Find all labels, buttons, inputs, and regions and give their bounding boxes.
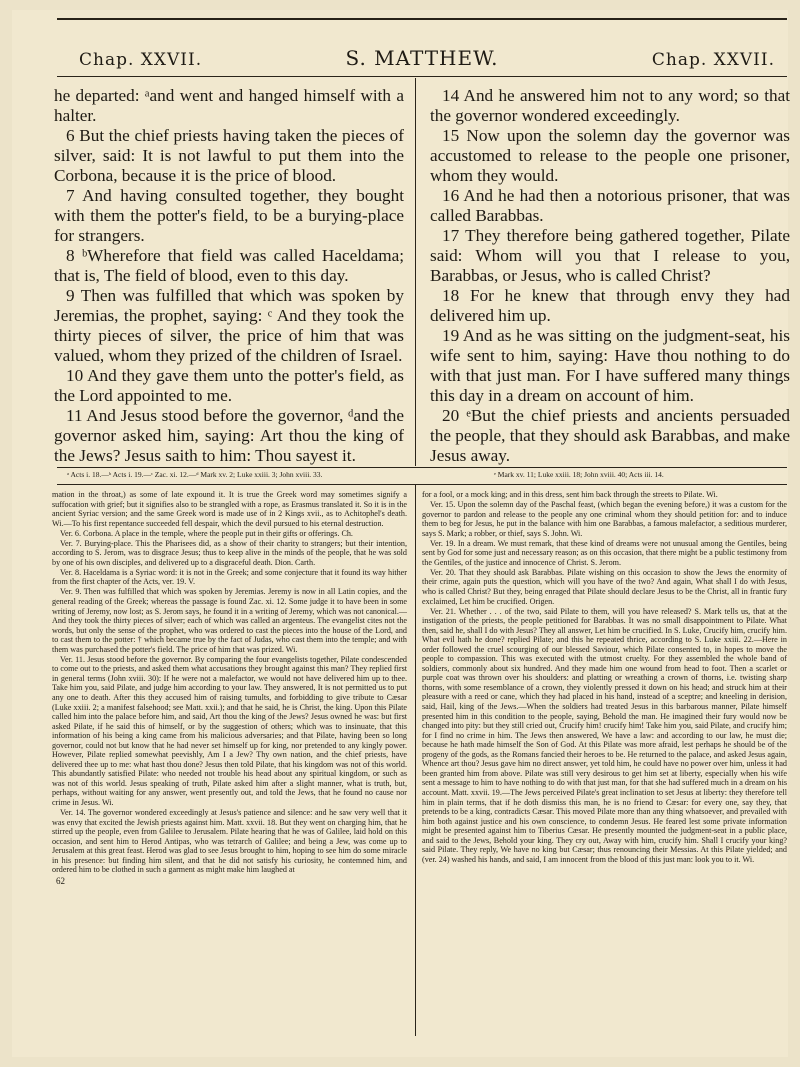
verse: 20 ᵉBut the chief priests and ancients persuaded the people, that they should ask Barabbas, and make Jesus away. bbox=[430, 406, 790, 465]
verse: 8 ᵇWherefore that field was called Haceldama; that is, The field of blood, even to this day. bbox=[54, 246, 404, 285]
scripture-column-right bbox=[430, 86, 790, 466]
chapter-heading-left: Chap. XXVII. bbox=[79, 50, 203, 70]
verse: 6 But the chief priests having taken the pieces of silver, said: It is not lawful to put them into the Corbona, because it is the price of blood. bbox=[54, 126, 404, 185]
verse: 14 And he answered him not to any word; so that the governor wondered exceedingly. bbox=[430, 86, 790, 125]
running-header bbox=[57, 18, 787, 78]
verse: 15 Now upon the solemn day the governor was accustomed to release to the people one prisoner, whom they would. bbox=[430, 126, 790, 185]
commentary-note: Ver. 11. Jesus stood before the governor. By comparing the four evangelists together, Pilate condescended to come out to the priests, and asked them what accusations they brought against this man? They replied first in general terms (John xviii. 30): If he were not a malefactor, we would not have delivered him up to thee. Take him you, said Pilate, and judge him according to your law. They answered, It is not permitted us to put any one to death. After this they accused him of raising tumults, and forbidding to give tribute to Cæsar (Luke xxiii. 2; a manifest falsehood; see Matt. xxii.); and that he said, he is Christ, the king. Upon this Pilate called him into the palace before him, and said, Art thou the king of the Jews? Jesus owned he was: but first asked Pilate, if he said this of himself, or by the suggestion of others; which was to insinuate, that this information of his being a king came from his malicious adversaries; and that Pilate, having been so long governor, could not but know that he had never set himself up for king, nor pretended to any kingly power. However, Pilate replied somewhat peevishly, Am I a Jew? Thy own nation, and the chief priests, have delivered thee up to me: what hast thou done? Jesus then told Pilate, that his kingdom was not of this world. This abundantly satisfied Pilate: who needed not trouble his head about any spiritual kingdom, or such as was not of this world. Jesus speaking of truth, Pilate asked him after a slight manner, what is truth, but, perhaps, without waiting for any answer, went presently out, and told the Jews, that he found no cause nor crime in Jesus. Wi. bbox=[52, 654, 407, 807]
verse: 9 Then was fulfilled that which was spoken by Jeremias, the prophet, saying: ᶜ And they took the thirty pieces of silver, the price of him that was valued, whom they prized of the children of Israel. bbox=[54, 286, 404, 365]
commentary-note: Ver. 7. Burying-place. This the Pharisees did, as a show of their charity to strangers; but their intention, according to S. Jerom, was to disgrace Jesus; thus to keep alive in the minds of the people, that he was sold by one of his own disciples, and delivered up to a disgraceful death. Dion. Carth. bbox=[52, 538, 407, 567]
verse: 10 And they gave them unto the potter's field, as the Lord appointed to me. bbox=[54, 366, 404, 405]
commentary-note: Ver. 20. That they should ask Barabbas. Pilate wishing on this occasion to show the Jews the enormity of their crime, again puts the question, which will you have of the two? And again, What shall I do with Jesus, who is called Christ? But they, being enraged that Pilate should declare Jesus to be the Christ, all in frantic fury exclaimed, Let him be crucified. Origen. bbox=[422, 567, 787, 606]
column-divider bbox=[415, 78, 416, 466]
commentary-note: Ver. 14. The governor wondered exceedingly at Jesus's patience and silence: and he saw very well that it was envy that excited the Jewish priests against him. Matt. xxvii. 18. But they went on charging him, that he stirred up the people, even from Galilee to Jerusalem. Pilate hearing that he was of Galilee, laid hold on this occasion, and sent him to Herod Antipas, who was tetrarch of Galilee; and being a Jew, was come up to Jerusalem at this great feast. Herod was glad to see Jesus brought to him, hoping to see him do some miracle in his presence: but finding him silent, and that he did not satisfy his curiosity, he contemned him, and ordered him to be clothed in such a garment as might make him laughed at bbox=[52, 808, 407, 875]
commentary-divider bbox=[415, 484, 416, 1036]
commentary-rule bbox=[57, 484, 787, 485]
commentary-column-left bbox=[52, 490, 407, 1038]
verse: 17 They therefore being gathered together, Pilate said: Whom will you that I release to you, Barabbas, or Jesus, who is called Christ? bbox=[430, 226, 790, 285]
book-title: S. MATTHEW. bbox=[345, 46, 499, 70]
chapter-heading-right: Chap. XXVII. bbox=[651, 50, 775, 70]
commentary-note: Ver. 15. Upon the solemn day of the Paschal feast, (which began the evening before,) it was a custom for the governor to pardon and release to the people any one criminal whom they should petition for: and to induce them to beg for Jesus, he put in the balance with him one Barabbas, a famous malefactor, a seditious murderer, says S. Mark; a robber, or thief, says S. John. Wi. bbox=[422, 500, 787, 538]
cross-references-left: ᵃ Acts i. 18.—ᵇ Acts i. 19.—ᶜ Zac. xi. 12.—ᵈ Mark xv. 2; Luke xxiii. 3; John xviii. 33. bbox=[67, 470, 323, 479]
commentary-note: Ver. 19. In a dream. We must remark, that these kind of dreams were not unusual among the Gentiles, being sent by God for some just and necessary reason; as on this occasion, that there might be a public testimony from the Gentiles, of the justice and innocence of Christ. S. Jerom. bbox=[422, 538, 787, 567]
commentary-note: mation in the throat,) as some of late expound it. It is true the Greek word may sometimes signify a suffocation with grief; but it signifies also to be strangled with a rope, as Erasmus translated it. So it is in the ancient Syriac version; and the same Greek word is made use of in 2 Kings xvii., as to Achitophel's death. Wi.—To his first repentance succeeded fell despair, which the devil pursued to his eternal destruction. bbox=[52, 490, 407, 528]
cross-references-right: ᵉ Mark xv. 11; Luke xxiii. 18; John xviii. 40; Acts iii. 14. bbox=[494, 470, 664, 479]
footnote-rule bbox=[57, 467, 787, 468]
commentary-note: Ver. 21. Whether . . . of the two, said Pilate to them, will you have released? S. Mark tells us, that at the instigation of the priests, the people petitioned for Barabbas. It was no small disappointment to Pilate. What then, said he, shall I do with Jesus? They all answer, Let him be crucified. In S. Luke, Crucify him, crucify him. What evil hath he done? replied Pilate; and this he repeated thrice, according to S. Luke xxiii. 22.—Here in order followed the cruel scourging of our blessed Saviour, which Pilate consented to, in hopes to move the people to compassion. This was executed with the utmost cruelty. For they assembled the whole band of soldiers, commonly about six hundred. And they made him one wound from head to foot. Then a scarlet or purple coat was thrown over his shoulders: and platting or wreathing a crown of thorns, i.e. twisting sharp thorns, with some resemblance of a crown, they violently pressed it down on his head; and struck him at their pleasure with a reed or cane, which they had placed in his hand, instead of a sceptre; and kneeling in derision, said, Hail, king of the Jews.—When the soldiers had treated Jesus in this barbarous manner, Pilate himself presented him in this condition to the people, saying, Behold the man. He imagined their fury would now be changed into pity: but they still cried out, Crucify him! crucify him! Take him you, said Pilate, and crucify him; for I find no crime in him. The Jews then answered, We have a law: and according to our law, he must die; because he hath made himself the Son of God. At this Pilate was more afraid, lest perhaps he should be of the progeny of the gods, as the Romans fancied their heroes to be. He returned to the palace, and asked Jesus again, Whence art thou? Jesus gave him no direct answer, yet told him, he could have no power over him, unless it had been granted him from above. Pilate was still very desirous to get him set at liberty, especially when his wife sent a message to him to have nothing to do with that just man, for that she had suffered much in a dream on his account. Matt. xxvii. 19.—The Jews perceived Pilate's great inclination to set Jesus at liberty: they therefore tell him in plain terms, that if he doth dismiss this man, he is no friend to Cæsar: for every one, say they, that pretends to be a king, contradicts Cæsar. This moved Pilate more than any thing whatsoever, and prevailed with him both against justice and his own conscience, to condemn Jesus. He feared lest some private information might be presented against him to Tiberius Cæsar. He presently mounted the judgment-seat in a public place, and said to the Jews, Behold your king. They cry out, Away with him, crucify him. Shall I crucify your king? said Pilate. They reply, We have no king but Cæsar; thus renouncing their Messias. At this Pilate yielded; and (ver. 24) washed his hands, and said, I am innocent from the blood of this just man: look you to it. Wi. bbox=[422, 606, 787, 864]
commentary-note: for a fool, or a mock king; and in this dress, sent him back through the streets to Pilate. Wi. bbox=[422, 490, 718, 499]
commentary-column-right bbox=[422, 490, 787, 1038]
commentary-note: Ver. 6. Corbona. A place in the temple, where the people put in their gifts or offerings. Ch. bbox=[60, 528, 353, 538]
commentary-note: Ver. 9. Then was fulfilled that which was spoken by Jeremias. Jeremy is now in all Latin copies, and the general reading of the Greek; whereas the passage is found Zac. xi. 12. Some judge it to have been in some writing of Jeremy, now lost; as S. Jerom says, he found it in a writing of Jeremy, which was not canonical.—And they took the thirty pieces of silver; each of which was called an argenteus. The evangelist cites not the words, but only the sense of the prophet, who was ordered to cast the pieces into the house of the Lord, and to cast them to the potter: † which became true by the fact of Judas, who cast them into the temple; and with them was purchased the potter's field. The price of him that was prized. Wi. bbox=[52, 587, 407, 654]
header-rule bbox=[57, 76, 787, 77]
page bbox=[12, 10, 788, 1057]
verse: 18 For he knew that through envy they had delivered him up. bbox=[430, 286, 790, 325]
scripture-column-left bbox=[54, 86, 404, 466]
verse: 19 And as he was sitting on the judgment-seat, his wife sent to him, saying: Have thou nothing to do with that just man. For I have suffered many things this day in a dream on account of him. bbox=[430, 326, 790, 405]
verse: 16 And he had then a notorious prisoner, that was called Barabbas. bbox=[430, 186, 790, 225]
verse: 11 And Jesus stood before the governor, ᵈand the governor asked him, saying: Art thou the king of the Jews? Jesus saith to him: Thou sayest it. bbox=[54, 406, 404, 465]
verse: 7 And having consulted together, they bought with them the potter's field, to be a burying-place for strangers. bbox=[54, 186, 404, 245]
page-number: 62 bbox=[56, 875, 65, 886]
verse: he departed: ᵃand went and hanged himself with a halter. bbox=[54, 86, 404, 125]
commentary-note: Ver. 8. Haceldama is a Syriac word: it is not in the Greek; and some conjecture that it found its way hither from the first chapter of the Acts, ver. 19. V. bbox=[52, 567, 407, 587]
